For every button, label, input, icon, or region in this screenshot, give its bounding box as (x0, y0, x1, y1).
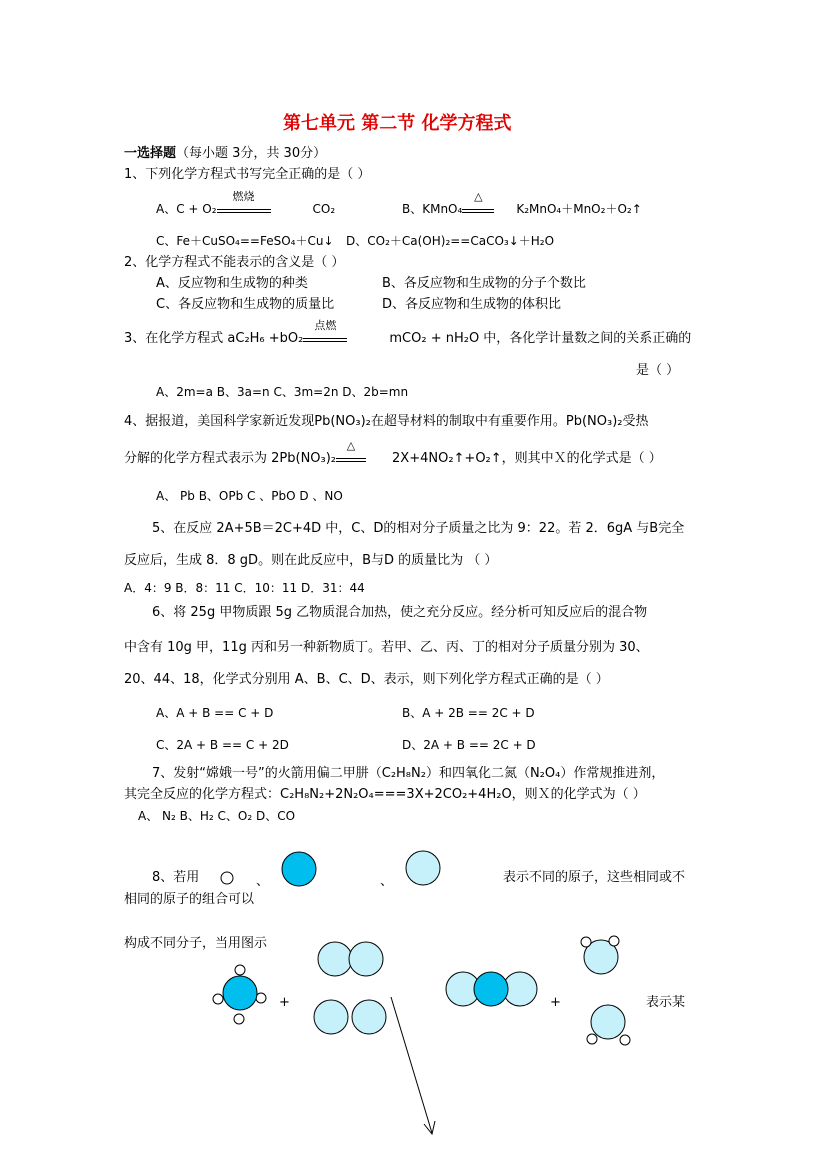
q1-option-d: D、CO₂＋Ca(OH)₂==CaCO₃↓＋H₂O (346, 234, 555, 248)
q6-option-c: C、2A + B == C + 2D (156, 738, 289, 752)
q8-lead: 8、若用 (152, 870, 200, 885)
q8-line2: 相同的原子的组合可以 (124, 892, 255, 907)
q8-tail: 表示不同的原子，这些相同或不 (503, 870, 686, 885)
q4-options: A、 Pb B、OPb C 、PbO D 、NO (156, 489, 343, 503)
molecule-1-small-atom (213, 994, 223, 1004)
q6-option-a: A、A + B == C + D (156, 706, 274, 720)
q8-after: 表示某 (646, 995, 686, 1010)
q2-option-a: A、反应物和生成物的种类 (156, 276, 308, 291)
q6-option-b: B、A + 2B == 2C + D (402, 706, 535, 720)
q7-line1: 7、发射“嫦娥一号”的火箭用偏二甲肼（C₂H₈N₂）和四氧化二氮（N₂O₄）作常规推进剂， (152, 766, 665, 781)
molecule-1-small-atom (256, 993, 266, 1003)
molecule-1-small-atom (235, 965, 245, 975)
q1-option-b-left: B、KMnO₄ (402, 202, 463, 216)
q1-stem: 1、下列化学方程式书写完全正确的是（ ） (124, 167, 371, 182)
molecule-5-small-atom (581, 937, 591, 947)
molecule-1-small-atom (234, 1014, 244, 1024)
q7-options: A、 N₂ B、H₂ C、O₂ D、CO (138, 809, 296, 823)
legend-small-atom (221, 872, 233, 884)
q8-separator-2: 、 (380, 874, 394, 889)
q3-condition: 点燃 (303, 334, 347, 342)
molecule-6-atom (591, 1005, 625, 1039)
molecule-2-atom (318, 942, 352, 976)
q2-option-c: C、各反应物和生成物的质量比 (156, 297, 335, 312)
molecule-4-center-atom (474, 972, 508, 1006)
legend-light-atom (406, 851, 440, 885)
q1-option-a-left: A、C + O₂ (156, 202, 217, 216)
q6-option-d: D、2A + B == 2C + D (402, 738, 536, 752)
q5-line1: 5、在反应 2A+5B＝2C+4D 中，C、D的相对分子质量之比为 9：22。若 2．6gA 与B完全 (152, 521, 685, 536)
reaction-arrow-head (424, 1121, 435, 1134)
section-title: 一选择题 (124, 146, 177, 161)
molecule-2-atom (349, 942, 383, 976)
q1-option-b-condition: △ (462, 205, 494, 213)
molecule-1-center-atom (223, 976, 257, 1010)
q1-option-a-right: CO₂ (312, 202, 336, 216)
reaction-arrow (391, 997, 432, 1133)
q8-separator-1: 、 (256, 874, 270, 889)
q4-line2-right: 2X+4NO₂↑+O₂↑，则其中Ｘ的化学式是（ ） (392, 451, 662, 466)
q2-option-d: D、各反应物和生成物的体积比 (382, 297, 562, 312)
q1-option-c: C、Fe＋CuSO₄==FeSO₄＋Cu↓ (156, 234, 334, 248)
q4-line1: 4、据报道，美国科学家新近发现Pb(NO₃)₂在超导材料的制取中有重要作用。Pb(NO₃)₂受热 (124, 414, 649, 429)
q6-line1: 6、将 25g 甲物质跟 5g 乙物质混合加热，使之充分反应。经分析可知反应后的混合物 (152, 605, 648, 620)
q8-plus-2: + (550, 995, 561, 1010)
q6-line3: 20、44、18，化学式分别用 A、B、C、D、表示，则下列化学方程式正确的是（ ） (124, 672, 609, 687)
q3-stem-right: mCO₂ + nH₂O 中，各化学计量数之间的关系正确的 (389, 331, 692, 346)
q2-stem: 2、化学方程式不能表示的含义是（ ） (124, 255, 345, 270)
q4-line2-left: 分解的化学方程式表示为 2Pb(NO₃)₂ (124, 451, 337, 466)
q1-option-a-condition: 燃烧 (217, 205, 271, 213)
q3-tail: 是（ ） (636, 363, 680, 378)
q8-line3: 构成不同分子，当用图示 (124, 936, 268, 951)
q2-option-b: B、各反应物和生成物的分子个数比 (382, 276, 586, 291)
page-title: 第七单元 第二节 化学方程式 (283, 113, 512, 134)
q1-option-b-right: K₂MnO₄＋MnO₂＋O₂↑ (516, 202, 642, 216)
q5-line2: 反应后，生成 8．8 gD。则在此反应中，B与D 的质量比为 （ ） (124, 553, 498, 568)
q6-line2: 中含有 10g 甲，11g 丙和另一种新物质丁。若甲、乙、丙、丁的相对分子质量分别为 30、 (124, 640, 649, 655)
section-note: （每小题 3分，共 30分） (176, 146, 327, 161)
q4-condition: △ (336, 454, 366, 462)
molecule-6-small-atom (587, 1034, 597, 1044)
q3-stem-left: 3、在化学方程式 aC₂H₆ +bO₂ (124, 331, 304, 346)
q8-plus-1: + (279, 995, 290, 1010)
molecule-5-small-atom (609, 936, 619, 946)
molecule-6-small-atom (620, 1035, 630, 1045)
q5-options: A．4：9 B．8：11 C．10：11 D．31：44 (124, 581, 365, 595)
legend-dark-atom (282, 852, 316, 886)
q3-options: A、2m=a B、3a=n C、3m=2n D、2b=mn (156, 385, 409, 399)
molecule-3-atom (314, 1000, 348, 1034)
q7-line2: 其完全反应的化学方程式：C₂H₈N₂+2N₂O₄===3X+2CO₂+4H₂O，则Ｘ的化学式为（ ） (124, 787, 646, 802)
molecule-3-atom (352, 1000, 386, 1034)
